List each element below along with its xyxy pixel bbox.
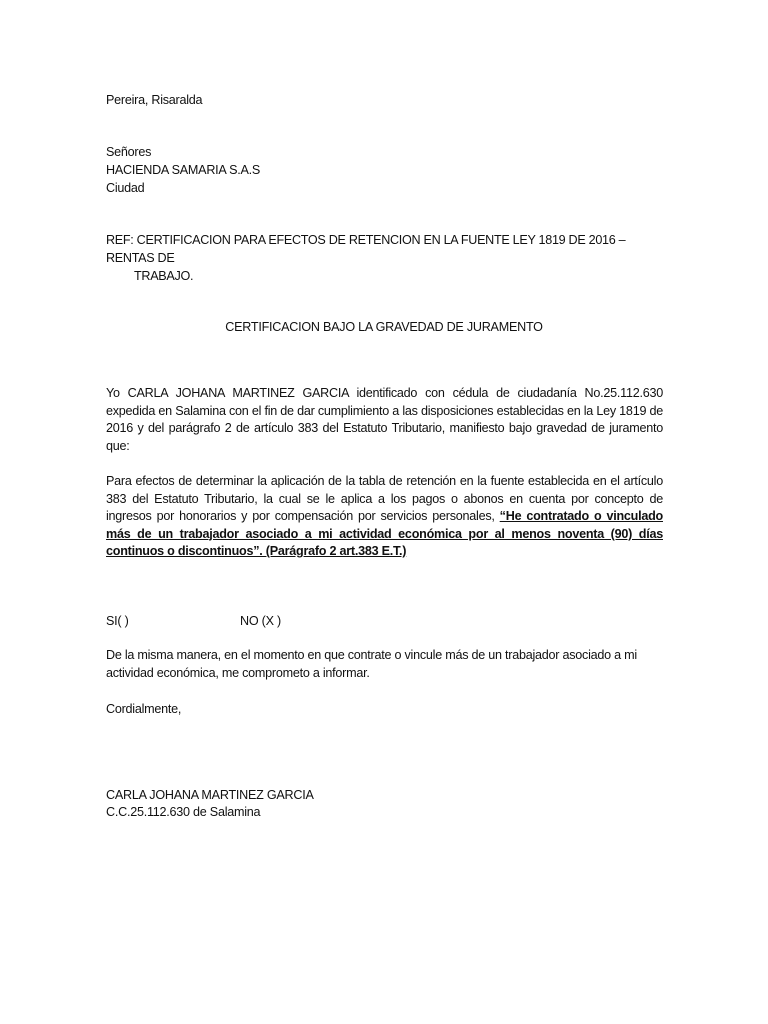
signer-id: C.C.25.112.630 de Salamina	[106, 805, 261, 819]
document-title: CERTIFICACION BAJO LA GRAVEDAD DE JURAMENTO	[225, 320, 543, 334]
letter-place: Pereira, Risaralda	[106, 93, 203, 107]
paragraph-commitment: De la misma manera, en el momento en que contrate o vincule más de un trabajador asociado a mi actividad económica, me comprometo a informar.	[106, 648, 637, 680]
reference-text-line1: REF: CERTIFICACION PARA EFECTOS DE RETENCION EN LA FUENTE LEY 1819 DE 2016 – RENTAS DE	[106, 233, 626, 265]
reference-line	[106, 231, 666, 285]
recipient-city: Ciudad	[106, 181, 145, 195]
paragraph-statement	[106, 473, 663, 561]
signer-name: CARLA JOHANA MARTINEZ GARCIA	[106, 788, 314, 802]
recipient-company: HACIENDA SAMARIA S.A.S	[106, 163, 261, 177]
closing: Cordialmente,	[106, 702, 182, 716]
statement-text: Para efectos de determinar la aplicación de la tabla de retención en la fuente establecida en el artículo 383 del Estatuto Tributario, la cual se le aplica a los pagos o abonos en cuenta por concepto de ingresos por honorarios y por compensación por servicios personales,	[106, 474, 663, 523]
option-si: SI( )	[106, 614, 129, 628]
salutation: Señores	[106, 145, 152, 159]
statement-emphasis-quote: “He contratado o vinculado más de un trabajador asociado a mi actividad económica por al menos noventa (90) días continuos o discontinuos”. (Parágrafo 2 art.383 E.T.)	[106, 509, 663, 558]
option-no: NO (X )	[240, 614, 281, 628]
reference-text-line2: TRABAJO.	[134, 269, 194, 283]
paragraph-declaration: Yo CARLA JOHANA MARTINEZ GARCIA identificado con cédula de ciudadanía No.25.112.630 expedida en Salamina con el fin de dar cumplimiento a las disposiciones establecidas en la Ley 1819 de 2016 y del parágrafo 2 de artículo 383 del Estatuto Tributario, manifiesto bajo gravedad de juramento que:	[106, 386, 663, 453]
